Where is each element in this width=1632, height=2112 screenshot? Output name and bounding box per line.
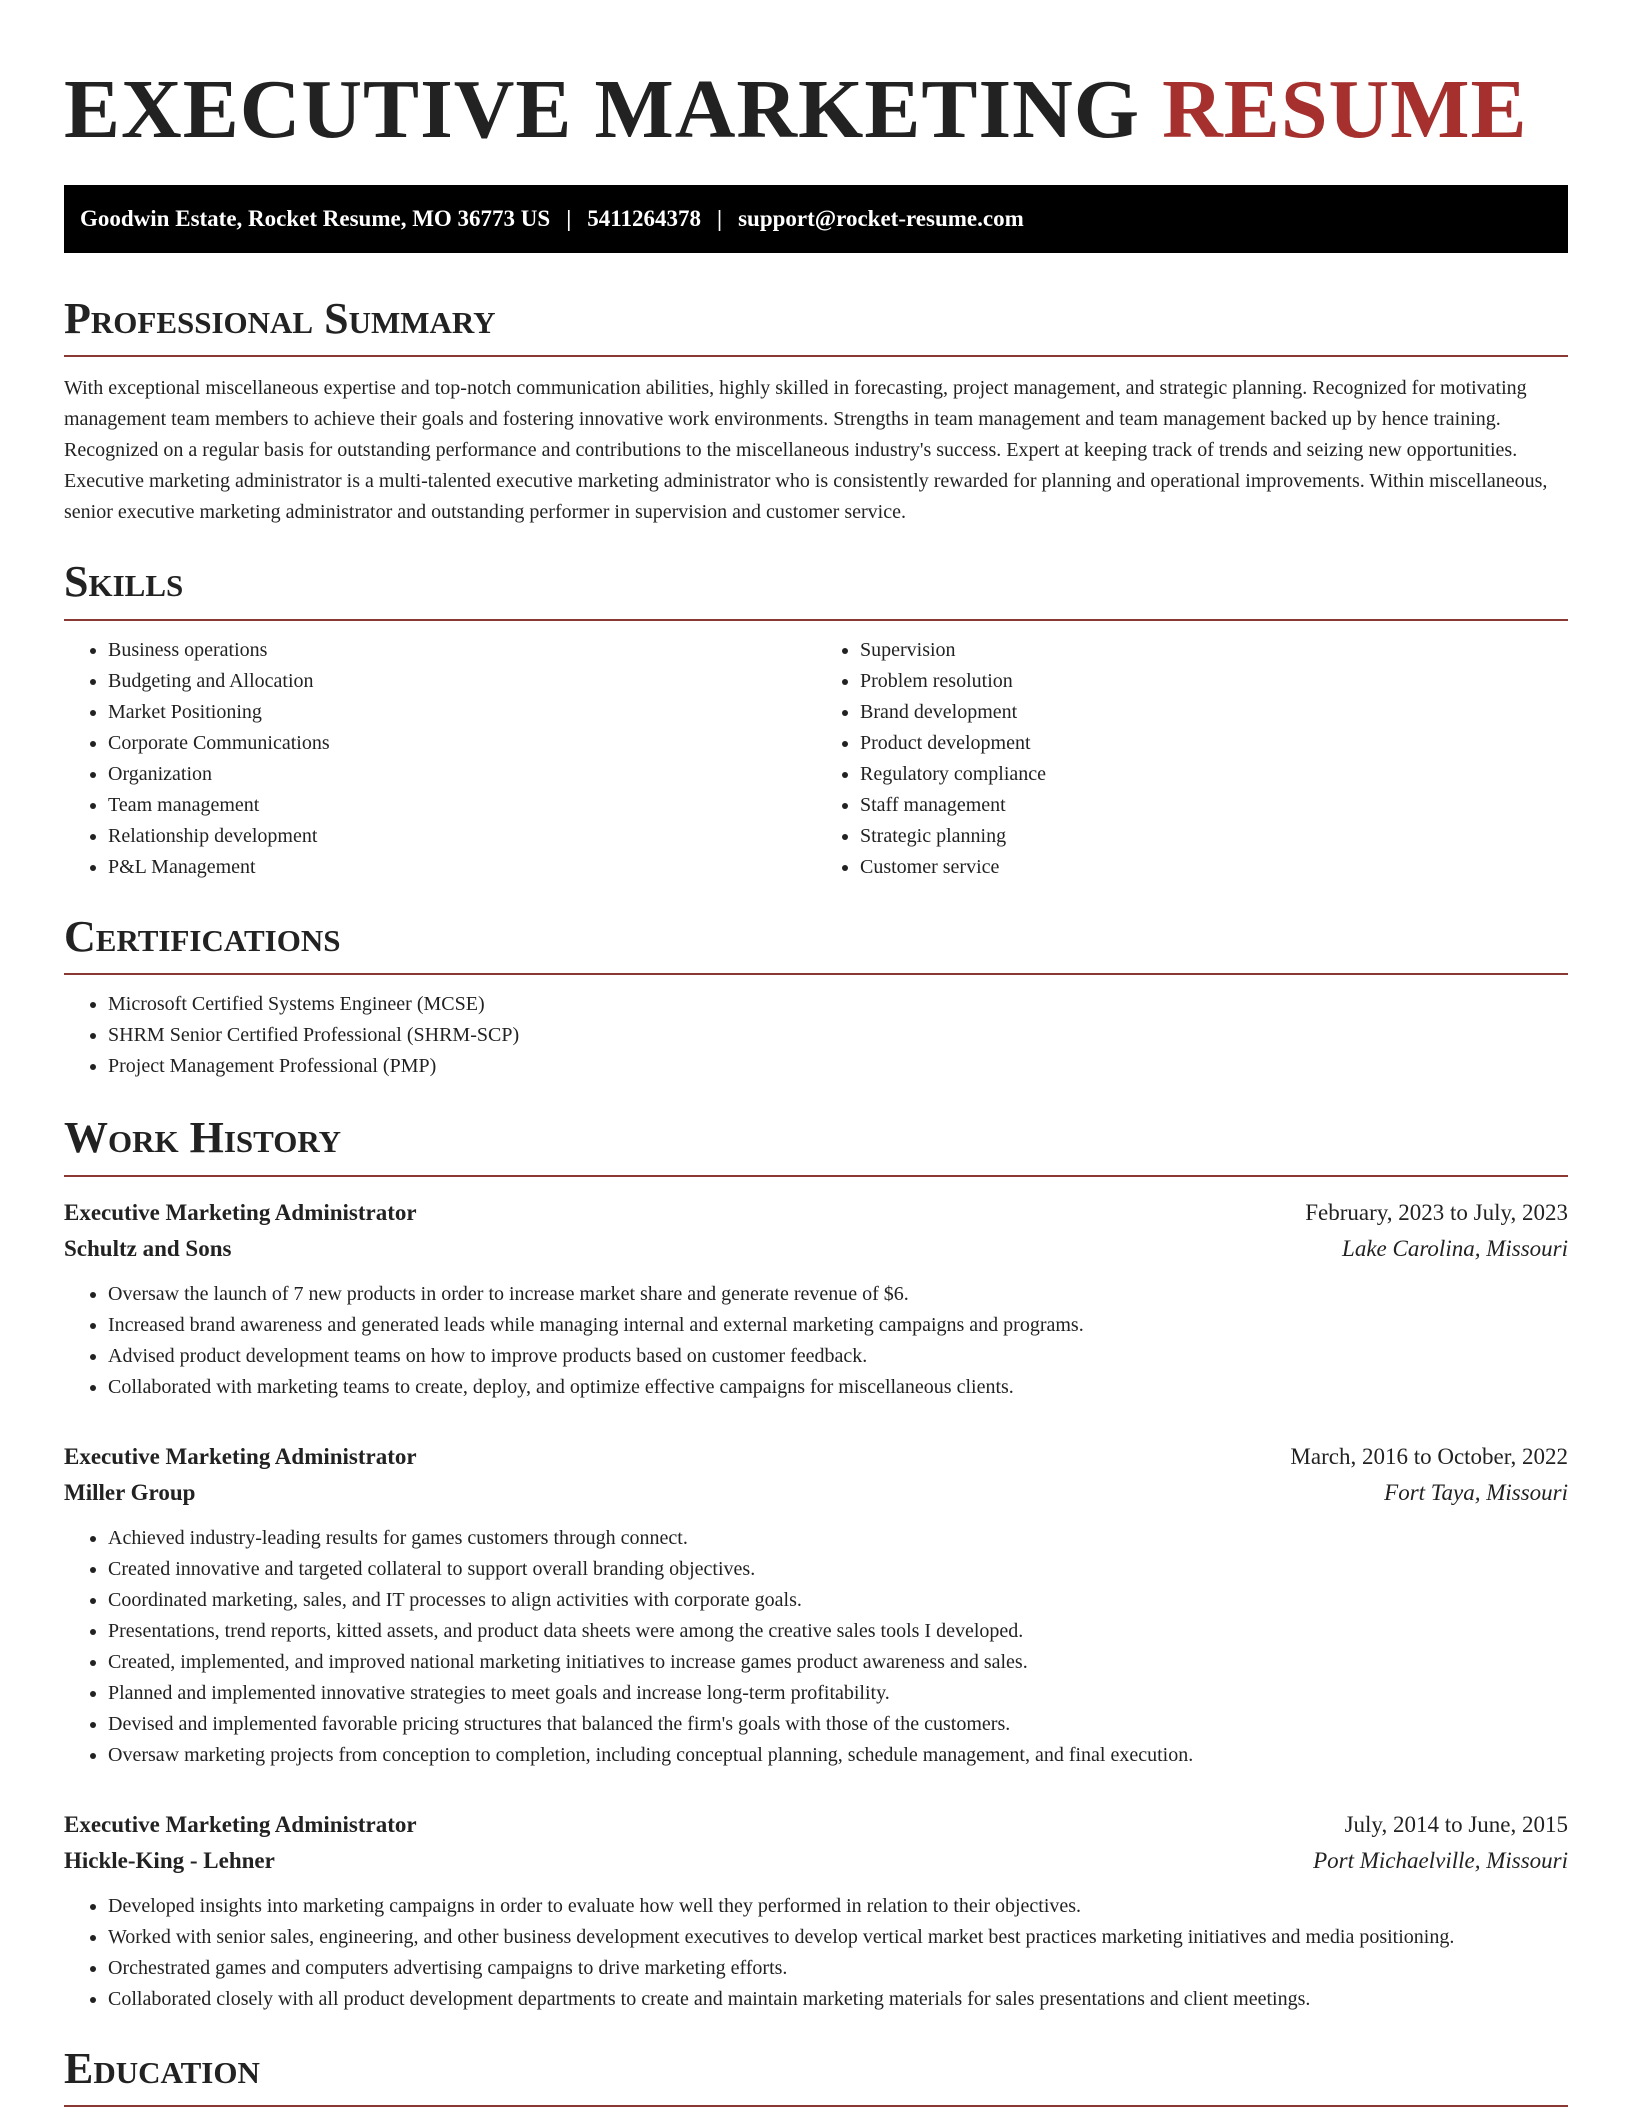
resume-title (64, 50, 1568, 156)
work-history-heading: Work History (64, 1114, 1568, 1176)
skills-list-right (816, 635, 1568, 883)
job-dates: July, 2014 to June, 2015 (1344, 1811, 1568, 1837)
job-entry (64, 1807, 1568, 2015)
job-bullet: • Planned and implemented innovative strategies to meet goals and increase long-term profitability. (108, 1678, 1568, 1709)
certifications-list (64, 989, 1568, 1082)
job-entry (64, 1439, 1568, 1771)
certifications-heading: Certifications (64, 913, 1568, 975)
education-heading: Education (64, 2045, 1568, 2107)
job-bullet: • Increased brand awareness and generated leads while managing internal and external marketing campaigns and programs. (108, 1310, 1568, 1341)
job-company-row (64, 1231, 1568, 1267)
skill-item: • Budgeting and Allocation (108, 666, 816, 697)
skill-item: • Regulatory compliance (860, 759, 1568, 790)
job-location: Fort Taya, Missouri (1384, 1479, 1568, 1505)
summary-section (64, 295, 1568, 528)
contact-bar (64, 185, 1568, 253)
job-title: Executive Marketing Administrator (64, 1199, 417, 1225)
job-bullet: • Collaborated closely with all product development departments to create and maintain marketing materials for sales presentations and client meetings. (108, 1984, 1568, 2015)
job-header-row (64, 1195, 1568, 1231)
job-bullet: • Developed insights into marketing campaigns in order to evaluate how well they performed in relation to their objectives. (108, 1891, 1568, 1922)
job-bullet: • Orchestrated games and computers advertising campaigns to drive marketing efforts. (108, 1953, 1568, 1984)
job-bullets (64, 1891, 1568, 2015)
job-dates: March, 2016 to October, 2022 (1290, 1443, 1568, 1469)
skill-item: • Strategic planning (860, 821, 1568, 852)
skill-item: • Business operations (108, 635, 816, 666)
contact-separator: | (717, 206, 723, 231)
skill-item: • Staff management (860, 790, 1568, 821)
job-entry (64, 1195, 1568, 1403)
job-bullet: • Advised product development teams on how to improve products based on customer feedback. (108, 1341, 1568, 1372)
skill-item: • Relationship development (108, 821, 816, 852)
skill-item: • Corporate Communications (108, 728, 816, 759)
contact-address: Goodwin Estate, Rocket Resume, MO 36773 US (80, 206, 551, 231)
skill-item: • Problem resolution (860, 666, 1568, 697)
job-company-row (64, 1843, 1568, 1879)
job-bullet: • Worked with senior sales, engineering, and other business development executives to develop vertical market best practices marketing initiatives and media positioning. (108, 1922, 1568, 1953)
job-bullet: • Collaborated with marketing teams to create, deploy, and optimize effective campaigns for miscellaneous clients. (108, 1372, 1568, 1403)
skills-list-left (64, 635, 816, 883)
title-accent: RESUME (1162, 63, 1528, 156)
job-company: Hickle-King - Lehner (64, 1847, 275, 1873)
skill-item: • Market Positioning (108, 697, 816, 728)
job-bullet: • Oversaw marketing projects from conception to completion, including conceptual planning, schedule management, and final execution. (108, 1740, 1568, 1771)
job-bullet: • Devised and implemented favorable pricing structures that balanced the firm's goals with those of the customers. (108, 1709, 1568, 1740)
skill-item: • Organization (108, 759, 816, 790)
job-location: Port Michaelville, Missouri (1313, 1847, 1568, 1873)
summary-text: With exceptional miscellaneous expertise and top-notch communication abilities, highly skilled in forecasting, project management, and strategic planning. Recognized for motivating management team members to achieve their goals and fostering innovative work environments. Strengths in team management and team management backed up by hence training. Recognized on a regular basis for outstanding performance and contributions to the miscellaneous industry's success. Expert at keeping track of trends and seizing new opportunities. Executive marketing administrator is a multi-talented executive marketing administrator who is consistently rewarded for planning and operational improvements. Within miscellaneous, senior executive marketing administrator and outstanding performer in supervision and customer service. (64, 377, 1548, 524)
job-location: Lake Carolina, Missouri (1342, 1235, 1568, 1261)
skill-item: • Supervision (860, 635, 1568, 666)
job-bullet: • Created innovative and targeted collateral to support overall branding objectives. (108, 1554, 1568, 1585)
job-bullet: • Oversaw the launch of 7 new products in order to increase market share and generate revenue of $6. (108, 1279, 1568, 1310)
education-section (64, 2045, 1568, 2107)
job-bullets (64, 1279, 1568, 1403)
certification-item: • Project Management Professional (PMP) (108, 1051, 1568, 1082)
certifications-section (64, 913, 1568, 1082)
job-bullet: • Coordinated marketing, sales, and IT processes to align activities with corporate goals. (108, 1585, 1568, 1616)
job-header-row (64, 1439, 1568, 1475)
skill-item: • Team management (108, 790, 816, 821)
job-bullet: • Created, implemented, and improved national marketing initiatives to increase games product awareness and sales. (108, 1647, 1568, 1678)
job-company: Schultz and Sons (64, 1235, 232, 1261)
contact-email: support@rocket-resume.com (738, 206, 1024, 231)
skills-columns (64, 621, 1568, 883)
skills-section (64, 558, 1568, 882)
job-dates: February, 2023 to July, 2023 (1305, 1199, 1568, 1225)
job-header-row (64, 1807, 1568, 1843)
skills-heading: Skills (64, 558, 1568, 620)
certification-item: • SHRM Senior Certified Professional (SHRM-SCP) (108, 1020, 1568, 1051)
contact-separator: | (566, 206, 572, 231)
summary-heading: Professional Summary (64, 295, 1568, 357)
job-title: Executive Marketing Administrator (64, 1443, 417, 1469)
job-company: Miller Group (64, 1479, 196, 1505)
job-bullets (64, 1523, 1568, 1771)
contact-phone: 5411264378 (587, 206, 702, 231)
job-title: Executive Marketing Administrator (64, 1811, 417, 1837)
title-main: EXECUTIVE MARKETING (64, 63, 1163, 156)
job-bullet: • Presentations, trend reports, kitted assets, and product data sheets were among the creative sales tools I developed. (108, 1616, 1568, 1647)
skill-item: • Product development (860, 728, 1568, 759)
skill-item: • Customer service (860, 852, 1568, 883)
job-bullet: • Achieved industry-leading results for games customers through connect. (108, 1523, 1568, 1554)
skill-item: • Brand development (860, 697, 1568, 728)
certification-item: • Microsoft Certified Systems Engineer (MCSE) (108, 989, 1568, 1020)
skill-item: • P&L Management (108, 852, 816, 883)
work-history-section (64, 1114, 1568, 2014)
job-company-row (64, 1475, 1568, 1511)
